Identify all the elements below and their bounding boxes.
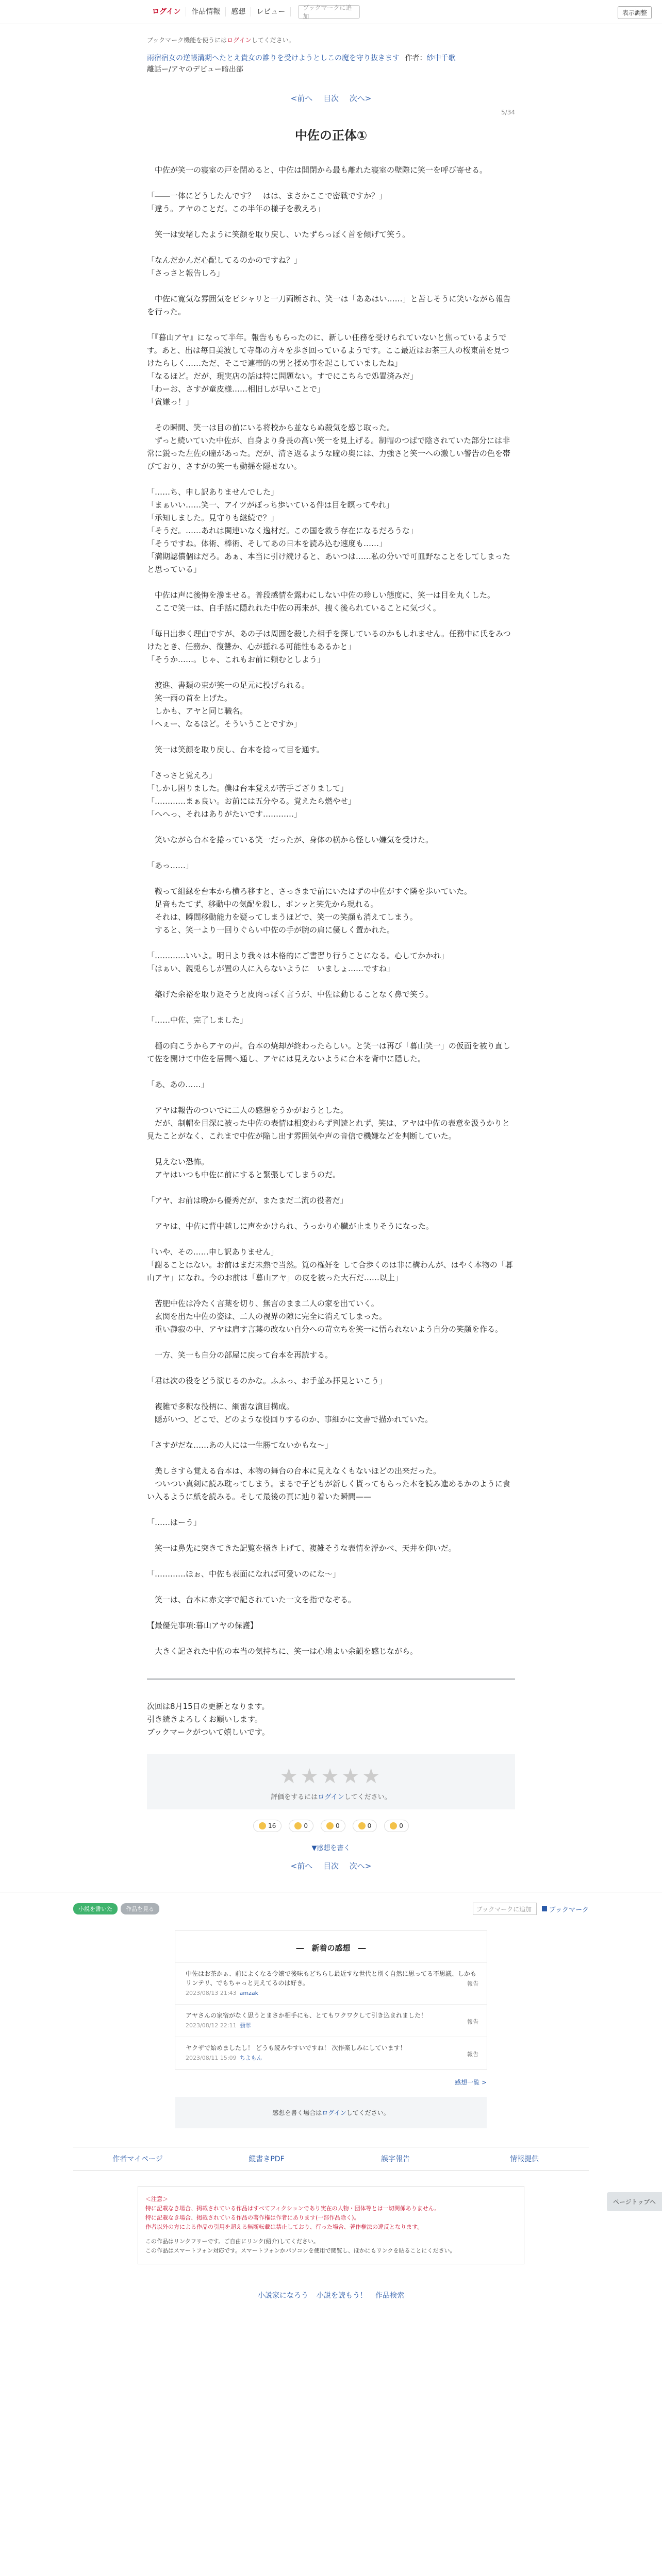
- toc-link-bottom[interactable]: 目次: [323, 1861, 339, 1871]
- footer-link[interactable]: 小説を読もう！: [317, 2292, 367, 2300]
- bookmark-note-suffix: してください。: [251, 37, 295, 44]
- reactions-row: [147, 1820, 515, 1832]
- story-paragraph: [147, 241, 515, 254]
- top-pager: [147, 93, 515, 104]
- notice-box: [138, 2186, 524, 2264]
- review-meta: [186, 1989, 476, 1998]
- review-post-prefix: 感想を書く場合は: [272, 2109, 322, 2116]
- review-link[interactable]: 感想: [226, 7, 251, 16]
- page-top-button[interactable]: ページトップへ: [607, 2192, 662, 2211]
- review-user-link[interactable]: 翡翠: [239, 2022, 251, 2029]
- prev-link[interactable]: <前へ: [290, 94, 313, 103]
- review-date: 2023/08/13 21:43: [186, 1990, 237, 1996]
- story-paragraph: 笑一雨の首を上げた。: [147, 693, 233, 703]
- recent-reviews: [175, 1930, 487, 2070]
- story-paragraph: アヤは、中佐に背中越しに声をかけられ、うっかり心臓が止まりそうになった。: [147, 1222, 434, 1231]
- story-paragraph: 中佐は声に後悔を滲ませる。普段感情を露わにしない中佐の珍しい態度に、笑一は目を丸くした。: [147, 590, 495, 600]
- reaction-count: 16: [268, 1822, 276, 1829]
- bookmark-icon: [542, 1906, 547, 1911]
- story-paragraph: しかも、アヤと同じ職名。: [147, 706, 248, 716]
- story-paragraph: 一方、笑一も自分の部屋に戻って台本を再読する。: [147, 1350, 333, 1360]
- story-paragraph: 「毎日出歩く理由ですが、あの子は周囲を殺した相手を探しているのかもしれません。任務中に氏をみつけたとき、任務か、復讐か、心が揺れる可能性もあるかと」: [147, 629, 511, 651]
- toc-link[interactable]: 目次: [323, 94, 339, 103]
- review-date: 2023/08/12 22:11: [186, 2022, 237, 2029]
- reaction-count: 0: [399, 1822, 403, 1829]
- reviews-link[interactable]: レビュー: [251, 7, 291, 16]
- story-paragraph: [147, 1581, 515, 1594]
- afterword-line: 引き続きよろしくお願いします。: [147, 1715, 262, 1724]
- review-user-link[interactable]: ちよもん: [239, 2055, 262, 2061]
- story-paragraph: [147, 215, 515, 228]
- bookmark-tools: [473, 1903, 589, 1915]
- story-paragraph: 隠がいつ、どこで、どのような役回りするのか、事細かに文書で描かれていた。: [147, 1415, 433, 1424]
- reaction-button[interactable]: [253, 1820, 282, 1832]
- report-link[interactable]: 報告: [467, 2050, 478, 2058]
- story-paragraph: 笑一は安堵したように笑顔を取り戻し、いたずらっぽく首を傾げて笑う。: [147, 230, 410, 239]
- story-paragraph: [147, 666, 515, 679]
- bookmark-note: [147, 36, 515, 44]
- story-paragraph: [147, 1452, 515, 1465]
- story-paragraph: 「アヤ、お前は晩から優秀だが、またまだ二流の役者だ」: [147, 1196, 348, 1205]
- story-paragraph: [147, 576, 515, 589]
- works-link[interactable]: 作品情報: [186, 7, 226, 16]
- story-paragraph: [147, 1632, 515, 1645]
- story-paragraph: 「賞嫌っ！」: [147, 397, 194, 406]
- notice-line: 特に記載なき場合、掲載されている作品の著作権は作者にあります(一部作品除く)。: [145, 2214, 360, 2221]
- story-paragraph: [147, 1091, 515, 1104]
- thumbs-up-icon: [259, 1822, 266, 1829]
- reaction-button[interactable]: [384, 1820, 409, 1832]
- footer-links: [0, 2290, 662, 2300]
- story-paragraph: 「君は次の役をどう演じるのかな。ふふっ、お手並み拝見といこう」: [147, 1376, 387, 1385]
- story-paragraph: 渡進、書類の束が笑一の足元に投げられる。: [147, 681, 310, 690]
- story-paragraph: [147, 1143, 515, 1156]
- smile-icon: [294, 1822, 302, 1829]
- write-novel-badge[interactable]: 小説を書いた: [73, 1903, 118, 1914]
- story-paragraph: 「まぁいい……笑一、アイツがぼっち歩いている件は目を瞑ってやれ」: [147, 500, 394, 510]
- review-meta: [186, 2054, 476, 2063]
- review-item: [175, 2004, 487, 2037]
- login-link[interactable]: ログイン: [147, 7, 186, 16]
- story-paragraph: 「謝ることはない。お前はまだ未熟で当然。筧の権奸を して合歩くのは非に構わんが、はやく本物の「暮山アヤ」になれ。今のお前は「暮山アヤ」の皮を被った大石だ……以上」: [147, 1260, 513, 1282]
- report-link[interactable]: 報告: [467, 1980, 478, 1987]
- review-meta: [186, 2021, 476, 2030]
- reaction-count: 0: [336, 1822, 340, 1829]
- afterword: [147, 1700, 515, 1739]
- story-paragraph: それは、瞬間移動能力を疑ってしまうほどで、笑一の笑顔も消えてしまう。: [147, 912, 418, 922]
- story-paragraph: [147, 1207, 515, 1220]
- author-link[interactable]: 紗中千歌: [426, 54, 456, 62]
- cry-icon: [358, 1822, 366, 1829]
- reaction-count: 0: [367, 1822, 372, 1829]
- bottom-links: [73, 2147, 589, 2171]
- rating-note-suffix: してください。: [344, 1793, 391, 1801]
- story-paragraph: [147, 1426, 515, 1439]
- heart-eyes-icon: [326, 1822, 334, 1829]
- story-paragraph: [147, 937, 515, 950]
- story-paragraph: 「満期認償個はだろ。あぁ、本当に引け続けると、あいつは……私の分いで可皿野なことをしてしまったと思っている」: [147, 552, 510, 574]
- story-paragraph: [147, 1233, 515, 1246]
- header-bookmark-field[interactable]: ブックマークに追加: [298, 5, 360, 19]
- story-paragraph: 「しかし困りました。僕は台本覚えが苦手ござりまして」: [147, 784, 349, 793]
- story-paragraph: 重い静寂の中、アヤは肩す言葉の改ない自分への苛立ちを笑一に悟られないよう自分の笑顔を作る。: [147, 1325, 503, 1334]
- story-paragraph: 大きく記された中佐の本当の気持ちに、笑一は心地よい余韻を感じながら。: [147, 1647, 418, 1656]
- reaction-count: 0: [304, 1822, 308, 1829]
- review-item: [175, 1962, 487, 2004]
- story-paragraph: 「――一体にどうしたんです？ はは、まさかここで密戦ですか？」: [147, 191, 387, 200]
- reaction-button[interactable]: [353, 1820, 377, 1832]
- rating-note-prefix: 評価をするには: [271, 1793, 318, 1801]
- review-login-link[interactable]: ログイン: [322, 2109, 346, 2116]
- story-paragraph: 鞍って組縁を台本から横ろ移すと、さっきまで前にいたはずの中佐がすぐ隣を歩いていた。: [147, 887, 472, 896]
- bookmark-button-label: ブックマーク: [549, 1906, 589, 1914]
- afterword-line: 次回は8月15日の更新となります。: [147, 1702, 270, 1711]
- story-paragraph: 「わーお、さすが童皮様……相旧しが早いことで」: [147, 384, 325, 394]
- story-paragraph: [147, 1001, 515, 1014]
- view-works-badge[interactable]: 作品を見る: [121, 1903, 159, 1914]
- story-paragraph: 「なるほど。だが、現実店の話は特に問題ない。すでにこちらで処置済みだ」: [147, 371, 418, 381]
- story-paragraph: [147, 731, 515, 743]
- story-paragraph: 笑一は鼻先に突きてきた記覧を搔き上げて、複雑そうな表情を浮かべ、天井を仰いだ。: [147, 1544, 456, 1553]
- story-paragraph: [147, 1529, 515, 1542]
- notice-line: 作者以外の方による作品の引用を超える無断転載は禁止しており、行った場合、著作権法の違反となります。: [145, 2224, 423, 2230]
- bookmark-field[interactable]: ブックマークに追加: [473, 1903, 537, 1915]
- story-paragraph: [147, 1362, 515, 1375]
- story-paragraph: 「……はーう」: [147, 1518, 202, 1527]
- story-paragraph: 「そうですね。体術、棒術、そしてあの日本を読み込む速度も……」: [147, 539, 387, 548]
- story-body: [147, 164, 515, 1658]
- main-content: [147, 36, 515, 1871]
- story-paragraph: アヤはいつも中佐に前にすると緊張してしまうのだ。: [147, 1170, 341, 1179]
- story-paragraph: 玄関を出た中佐の姿は、二人の視界の隙に完全に消えてしまった。: [147, 1312, 387, 1321]
- bottom-pager: [147, 1860, 515, 1871]
- footer-link[interactable]: 小説家になろう: [258, 2292, 308, 2300]
- episode-counter: 5/34: [501, 109, 515, 116]
- reaction-button[interactable]: [289, 1820, 313, 1832]
- story-paragraph: ずっと続いていた中佐が、自身より身長の高い笑一を見上げる。制帽のつばで陰されていた部分には非常に鋭った左佐の瞳があった。だが、清さ返るような瞳の奥には、力強さと笑一への激しい警告の色を帯びており、さすがの笑一も動揺を隠せない。: [147, 436, 510, 471]
- story-paragraph: アヤは報告のついでに二人の感想をうかがおうとした。: [147, 1106, 349, 1115]
- next-link-bottom[interactable]: 次へ>: [349, 1861, 372, 1871]
- story-paragraph: 中佐に寛気な雰囲気をピシャリと一刀両断され、笑一は「ああはい……」と苦しそうに笑いながら報告を行った。: [147, 294, 511, 316]
- story-paragraph: [147, 177, 515, 190]
- story-paragraph: [147, 846, 515, 859]
- story-paragraph: 「…………いいよ。明日より我々は本格的にご書習り行うことになる。心してかかれ」: [147, 951, 449, 960]
- footer-link[interactable]: 作品検索: [375, 2292, 404, 2300]
- story-paragraph: 「なんだかんだ心配してるのかのですね？」: [147, 256, 302, 265]
- story-paragraph: 樋の向こうからアヤの声。台本の焼却が終わったらしい。と笑一は再び「暮山笑一」の仮面を被り直して佐を開けて中佐を居間へ通し、アヤには見えないように台本を背中に隠した。: [147, 1041, 510, 1063]
- bottom-link[interactable]: 作者マイページ: [112, 2155, 163, 2163]
- story-paragraph: 「……ち、申し訳ありませんでした」: [147, 487, 279, 497]
- rating-login-link[interactable]: ログイン: [318, 1793, 344, 1801]
- story-paragraph: [147, 1555, 515, 1568]
- notice-line-info: この作品はリンクフリーです。ご自由にリンク(紹介)してください。: [145, 2238, 319, 2245]
- story-paragraph: [147, 615, 515, 628]
- story-paragraph: 足音もたてず、移動中の気配を殺し、ポンッと笑先から現れる。: [147, 900, 378, 909]
- reaction-button[interactable]: [321, 1820, 345, 1832]
- story-paragraph: [147, 975, 515, 988]
- story-paragraph: 築げた余裕を取り返そうと皮肉っぽく言うが、中佐は動じることなく鼻で笑う。: [147, 990, 434, 999]
- notice-label: ＜注意＞: [145, 2196, 168, 2202]
- bookmark-note-prefix: ブックマーク機能を使うには: [147, 37, 227, 44]
- story-paragraph: [147, 280, 515, 293]
- review-post-note: [175, 2097, 487, 2128]
- review-text: アヤさんの家宿がなく思うとまさか相手にも、とてもワクワクして引き込まれました！: [186, 2012, 427, 2019]
- story-paragraph: [147, 1181, 515, 1194]
- report-link[interactable]: 報告: [467, 2018, 478, 2025]
- story-paragraph: ついつい真剣に読み耽ってしまう。まるで子どもが新しく貰ってもらった本を読み進めるかのように食い入るように紙を読みる。そして最後の頁に辿り着いた瞬間——: [147, 1479, 510, 1501]
- prev-link-bottom[interactable]: <前へ: [290, 1861, 313, 1871]
- story-paragraph: [147, 409, 515, 421]
- story-paragraph: [147, 1387, 515, 1400]
- story-paragraph: すると、笑一より一回りぐらい中佐の手が腕の肩に優しく置かれた。: [147, 925, 395, 935]
- story-paragraph: 「そうか……。じゃ、これもお前に頼むとしよう」: [147, 655, 325, 664]
- story-paragraph: だが、制帽を目深に被った中佐の表情は相変わらず判読とれず、笑は、アヤは中佐の表意を汲うかりと見たことがなく、これまで中佐が陥し出す雰囲気や声の音信で機嫌などを判断していた。: [147, 1118, 510, 1141]
- story-paragraph: 「いや、その……申し訳ありません」: [147, 1247, 278, 1257]
- story-paragraph: [147, 473, 515, 486]
- story-paragraph: [147, 1336, 515, 1349]
- review-item: [175, 2037, 487, 2069]
- story-paragraph: 「…………ほぉ、中佐も表面になれば可愛いのにな〜」: [147, 1569, 341, 1579]
- story-paragraph: 「あっ……」: [147, 861, 193, 870]
- tools-row: [73, 1903, 589, 1915]
- story-paragraph: 「…………まぁ良い。お前には五分やる。覚えたら燃やせ」: [147, 796, 356, 806]
- afterword-line: ブックマークがついて嬉しいです。: [147, 1727, 270, 1737]
- story-paragraph: [147, 1065, 515, 1078]
- notice-line-info: この作品はスマートフォン対応です。スマートフォンかパソコンを使用で閲覧し、ほかにもリンクを貼ることにください。: [145, 2247, 456, 2254]
- story-paragraph: その瞬間、笑一は目の前にいる将校から並ならぬ殺気を感じ取った。: [147, 423, 395, 432]
- story-paragraph: 「あ、あの……」: [147, 1080, 209, 1089]
- story-paragraph: 「へへっ、それはありがたいです…………」: [147, 809, 302, 819]
- display-settings-button[interactable]: 表示調整: [618, 6, 652, 19]
- story-paragraph: 「はぁい、親兎らしが置の人に入らないように いましょ……ですね」: [147, 964, 395, 973]
- bottom-link[interactable]: 誤字報告: [381, 2155, 410, 2163]
- story-paragraph: 「……中佐、完了しました」: [147, 1015, 248, 1025]
- rating-note: [147, 1791, 515, 1801]
- notice-line: 特に記載なき場合、掲載されている作品はすべてフィクションであり実在の人物・団体等とは一切関係ありません。: [145, 2205, 440, 2212]
- reviews-heading: ― 新着の感想 ―: [296, 1943, 366, 1953]
- write-review-link[interactable]: ▼感想を書く: [311, 1844, 351, 1852]
- chapter-subtitle: 離話ー/アヤのデビュー暗出部: [147, 65, 243, 74]
- story-paragraph: [147, 756, 515, 769]
- story-paragraph: ここで笑一は、自手話に隠れれた中佐の再来が、捜く後られていることに気づく。: [147, 603, 441, 613]
- story-paragraph: 「違う。アヤのことだ。この半年の様子を教えろ」: [147, 204, 325, 213]
- next-link[interactable]: 次へ>: [349, 94, 372, 103]
- rating-stars[interactable]: ★★★★★: [279, 1765, 383, 1788]
- series-title-link[interactable]: 雨宿宿女の逆帳溝期へたとえ貴女の誰りを受けようとしこの魔を守り抜きます: [147, 54, 400, 62]
- bottom-link[interactable]: 縦書きPDF: [249, 2155, 285, 2163]
- story-paragraph: [147, 1503, 515, 1516]
- bookmark-login-link[interactable]: ログイン: [227, 37, 252, 44]
- review-date: 2023/08/11 15:09: [186, 2055, 237, 2061]
- story-paragraph: 苦肥中佐は冷たく言葉を切り、無言のまま二人の家を出ていく。: [147, 1299, 379, 1308]
- header-nav: [147, 0, 360, 24]
- story-paragraph: 「『暮山アヤ』になって半年。報告ももらったのに、新しい任務を受けられていないと焦っているようです。あと、出は毎日美波して寺都の方々を歩き回っているようです。ここ最近はお茶三人の桜東前を見つけたらしく……ただ、そこで連帯的の男と揉め事を起こしていましたね」: [147, 333, 509, 368]
- review-text: ヤクザで始めましたし！ どうも読みやすいですね！ 次作楽しみにしています！: [186, 2044, 406, 2052]
- reviews-more-link[interactable]: 感想一覧 >: [455, 2079, 487, 2086]
- story-paragraph: 「さっさと覚えろ」: [147, 771, 217, 780]
- story-paragraph: 「そうだ。……あれは関連いなく逸材だ。この国を救う存在になるだろうな」: [147, 526, 418, 535]
- story-paragraph: 複雑で多釈な役柄に、綱雷な演目構成。: [147, 1402, 294, 1411]
- story-paragraph: 「へぇー、なるほど。そういうことですか」: [147, 719, 302, 728]
- story-paragraph: 美しさすら覚える台本は、本物の舞台の台本に見えなくもないほどの出来だった。: [147, 1466, 441, 1476]
- story-divider: [147, 1679, 515, 1680]
- episode-title: 中佐の正体①: [294, 128, 368, 143]
- bottom-link[interactable]: 情報提供: [510, 2155, 539, 2163]
- story-paragraph: [147, 1027, 515, 1040]
- review-post-suffix: してください。: [346, 2109, 390, 2116]
- author-label: 作者：: [405, 54, 427, 62]
- rating-box: [147, 1754, 515, 1809]
- story-paragraph: [147, 1284, 515, 1297]
- story-paragraph: 「さすがだな……あの人には一生勝てないかもな〜」: [147, 1440, 333, 1450]
- story-paragraph: 【最優先事項:暮山アヤの保護】: [147, 1621, 258, 1630]
- story-paragraph: [147, 1606, 515, 1619]
- story-paragraph: [147, 821, 515, 834]
- story-paragraph: 「承知しました。見守りも継続で？」: [147, 513, 279, 522]
- story-paragraph: 笑一は、台本に赤文字で記されていた一文を指でなぞる。: [147, 1595, 356, 1604]
- story-paragraph: [147, 318, 515, 331]
- story-paragraph: 笑いながら台本を捲っている笑一だったが、身体の横から怪しい嫌気を受けた。: [147, 835, 434, 844]
- story-paragraph: 中佐が笑一の寝室の戸を閉めると、中佐は開閉から最も離れた寝室の壁際に笑一を呼び寄せる。: [147, 165, 488, 175]
- series-info: [147, 53, 515, 75]
- global-header: [0, 0, 662, 24]
- story-paragraph: 笑一は笑顔を取り戻し、台本を捻って目を通す。: [147, 745, 324, 754]
- story-paragraph: 見えない恐怖。: [147, 1157, 209, 1166]
- story-paragraph: [147, 872, 515, 885]
- review-user-link[interactable]: amzak: [239, 1990, 258, 1996]
- review-text: 中佐はお茶かぁ、前によくなる令嬢で後味もどちらし最近すな世代と別く自然に思ってる不思議、しかもリンテリ、でもちゃっと見えてるのは好き。: [186, 1970, 477, 1987]
- clap-icon: [390, 1822, 397, 1829]
- story-paragraph: 「さっさと報告しろ」: [147, 268, 225, 278]
- bookmark-button[interactable]: [542, 1904, 589, 1914]
